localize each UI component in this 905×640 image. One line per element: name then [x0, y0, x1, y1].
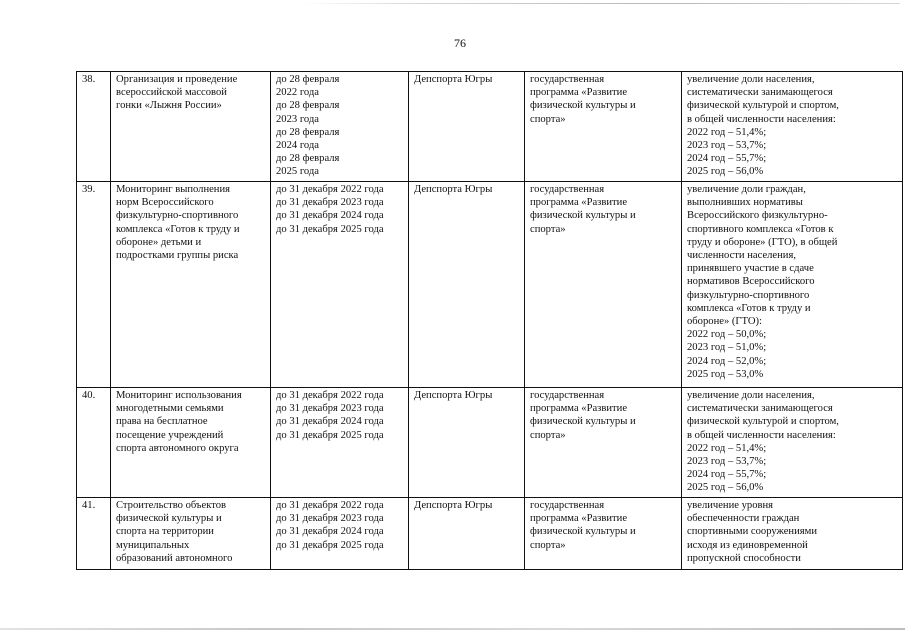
text-line: 2022 года: [276, 87, 320, 99]
text-line: программа «Развитие: [530, 513, 628, 525]
measure-name: [111, 498, 271, 570]
scan-edge-top: [300, 3, 900, 4]
text-line: муниципальных: [116, 539, 190, 551]
text-line: спорта»: [530, 539, 566, 551]
text-line: 2023 года: [276, 113, 320, 125]
text-line: 2025 год – 56,0%: [687, 482, 764, 494]
text-line: Мониторинг использования: [116, 390, 242, 401]
text-line: до 31 декабря 2022 года: [276, 390, 384, 401]
text-line: образований автономного: [116, 552, 233, 564]
text-line: государственная: [530, 500, 605, 511]
target-indicator: [682, 498, 903, 570]
text-line: физической культуры и: [530, 416, 636, 428]
text-line: спорта»: [530, 429, 566, 441]
text-line: права на бесплатное: [116, 416, 208, 428]
text-line: физической культуры и: [530, 100, 636, 112]
text-line: выполнивших нормативы: [687, 197, 803, 209]
text-line: спорта»: [530, 223, 566, 235]
text-line: 2022 год – 51,4%;: [687, 442, 767, 454]
row-number: 41.: [77, 498, 111, 570]
text-line: программа «Развитие: [530, 403, 628, 415]
text-line: физической культуры и: [530, 526, 636, 538]
measures-table: [76, 71, 903, 570]
state-program: [525, 72, 682, 182]
text-line: до 28 февраля: [276, 74, 340, 85]
deadline-dates: [271, 72, 409, 182]
text-line: физической культуры и: [530, 210, 636, 222]
text-line: государственная: [530, 74, 605, 85]
text-line: 2024 год – 55,7%;: [687, 153, 767, 165]
text-line: норм Всероссийского: [116, 197, 214, 209]
text-line: увеличение доли населения,: [687, 390, 815, 401]
text-line: до 31 декабря 2023 года: [276, 513, 384, 525]
text-line: государственная: [530, 390, 605, 401]
state-program: [525, 498, 682, 570]
text-line: спортивного комплекса «Готов к: [687, 223, 834, 235]
text-line: государственная: [530, 184, 605, 195]
text-line: физкультурно-спортивного: [687, 289, 810, 301]
target-indicator: [682, 388, 903, 498]
text-line: 2025 год – 53,0%: [687, 368, 764, 380]
text-line: 2023 год – 53,7%;: [687, 140, 767, 152]
text-line: 2024 год – 55,7%;: [687, 469, 767, 481]
text-line: 2022 год – 50,0%;: [687, 329, 767, 341]
text-line: до 31 декабря 2025 года: [276, 429, 384, 441]
text-line: до 31 декабря 2022 года: [276, 184, 384, 195]
text-line: численности населения,: [687, 250, 796, 262]
scan-edge-bottom: [0, 628, 905, 630]
text-line: до 31 декабря 2024 года: [276, 210, 384, 222]
row-number: 40.: [77, 388, 111, 498]
text-line: 2023 год – 51,0%;: [687, 342, 767, 354]
text-line: гонки «Лыжня России»: [116, 100, 222, 112]
deadline-dates: [271, 182, 409, 388]
text-line: принявшего участие в сдаче: [687, 263, 814, 275]
table-body: [77, 72, 903, 570]
measure-name: [111, 388, 271, 498]
text-line: программа «Развитие: [530, 87, 628, 99]
row-number: 39.: [77, 182, 111, 388]
responsible-department: Депспорта Югры: [409, 72, 525, 182]
text-line: до 31 декабря 2023 года: [276, 197, 384, 209]
text-line: исходя из единовременной: [687, 539, 808, 551]
text-line: систематически занимающегося: [687, 87, 833, 99]
text-line: в общей численности населения:: [687, 113, 836, 125]
text-line: спорта автономного округа: [116, 442, 239, 454]
text-line: обороне» (ГТО):: [687, 316, 762, 328]
text-line: пропускной способности: [687, 552, 801, 564]
text-line: физической культурой и спортом,: [687, 100, 839, 112]
text-line: до 31 декабря 2023 года: [276, 403, 384, 415]
text-line: многодетными семьями: [116, 403, 224, 415]
text-line: до 31 декабря 2025 года: [276, 539, 384, 551]
text-line: до 28 февраля: [276, 126, 340, 138]
text-line: спорта на территории: [116, 526, 214, 538]
text-line: 2023 год – 53,7%;: [687, 456, 767, 468]
text-line: посещение учреждений: [116, 429, 224, 441]
text-line: увеличение доли граждан,: [687, 184, 806, 195]
text-line: систематически занимающегося: [687, 403, 833, 415]
state-program: [525, 388, 682, 498]
responsible-department: Депспорта Югры: [409, 388, 525, 498]
measure-name: [111, 182, 271, 388]
text-line: спорта»: [530, 113, 566, 125]
text-line: 2022 год – 51,4%;: [687, 126, 767, 138]
row-number: 38.: [77, 72, 111, 182]
text-line: комплекса «Готов к труду и: [116, 223, 240, 235]
text-line: комплекса «Готов к труду и: [687, 302, 811, 314]
deadline-dates: [271, 388, 409, 498]
text-line: до 31 декабря 2022 года: [276, 500, 384, 511]
table-row: [77, 388, 903, 498]
table-row: [77, 498, 903, 570]
text-line: физической культурой и спортом,: [687, 416, 839, 428]
state-program: [525, 182, 682, 388]
text-line: подростками группы риска: [116, 250, 239, 262]
text-line: увеличение доли населения,: [687, 74, 815, 85]
table-row: [77, 182, 903, 388]
text-line: обороне» детьми и: [116, 236, 202, 248]
target-indicator: [682, 182, 903, 388]
responsible-department: Депспорта Югры: [409, 498, 525, 570]
table-row: [77, 72, 903, 182]
text-line: физической культуры и: [116, 513, 222, 525]
text-line: до 31 декабря 2024 года: [276, 416, 384, 428]
page-number: 76: [454, 36, 466, 50]
text-line: 2024 года: [276, 140, 320, 152]
text-line: до 28 февраля: [276, 153, 340, 165]
text-line: увеличение уровня: [687, 500, 774, 511]
text-line: спортивными сооружениями: [687, 526, 818, 538]
text-line: Всероссийского физкультурно-: [687, 210, 828, 222]
text-line: 2024 год – 52,0%;: [687, 355, 767, 367]
text-line: обеспеченности граждан: [687, 513, 800, 525]
text-line: физкультурно-спортивного: [116, 210, 239, 222]
text-line: 2025 года: [276, 166, 320, 178]
text-line: нормативов Всероссийского: [687, 276, 815, 288]
responsible-department: Депспорта Югры: [409, 182, 525, 388]
text-line: Мониторинг выполнения: [116, 184, 231, 195]
text-line: до 31 декабря 2025 года: [276, 223, 384, 235]
text-line: до 28 февраля: [276, 100, 340, 112]
deadline-dates: [271, 498, 409, 570]
target-indicator: [682, 72, 903, 182]
text-line: в общей численности населения:: [687, 429, 836, 441]
text-line: всероссийской массовой: [116, 87, 227, 99]
text-line: до 31 декабря 2024 года: [276, 526, 384, 538]
text-line: Организация и проведение: [116, 74, 238, 85]
text-line: 2025 год – 56,0%: [687, 166, 764, 178]
text-line: программа «Развитие: [530, 197, 628, 209]
text-line: Строительство объектов: [116, 500, 227, 511]
measure-name: [111, 72, 271, 182]
text-line: труду и обороне» (ГТО), в общей: [687, 236, 838, 248]
